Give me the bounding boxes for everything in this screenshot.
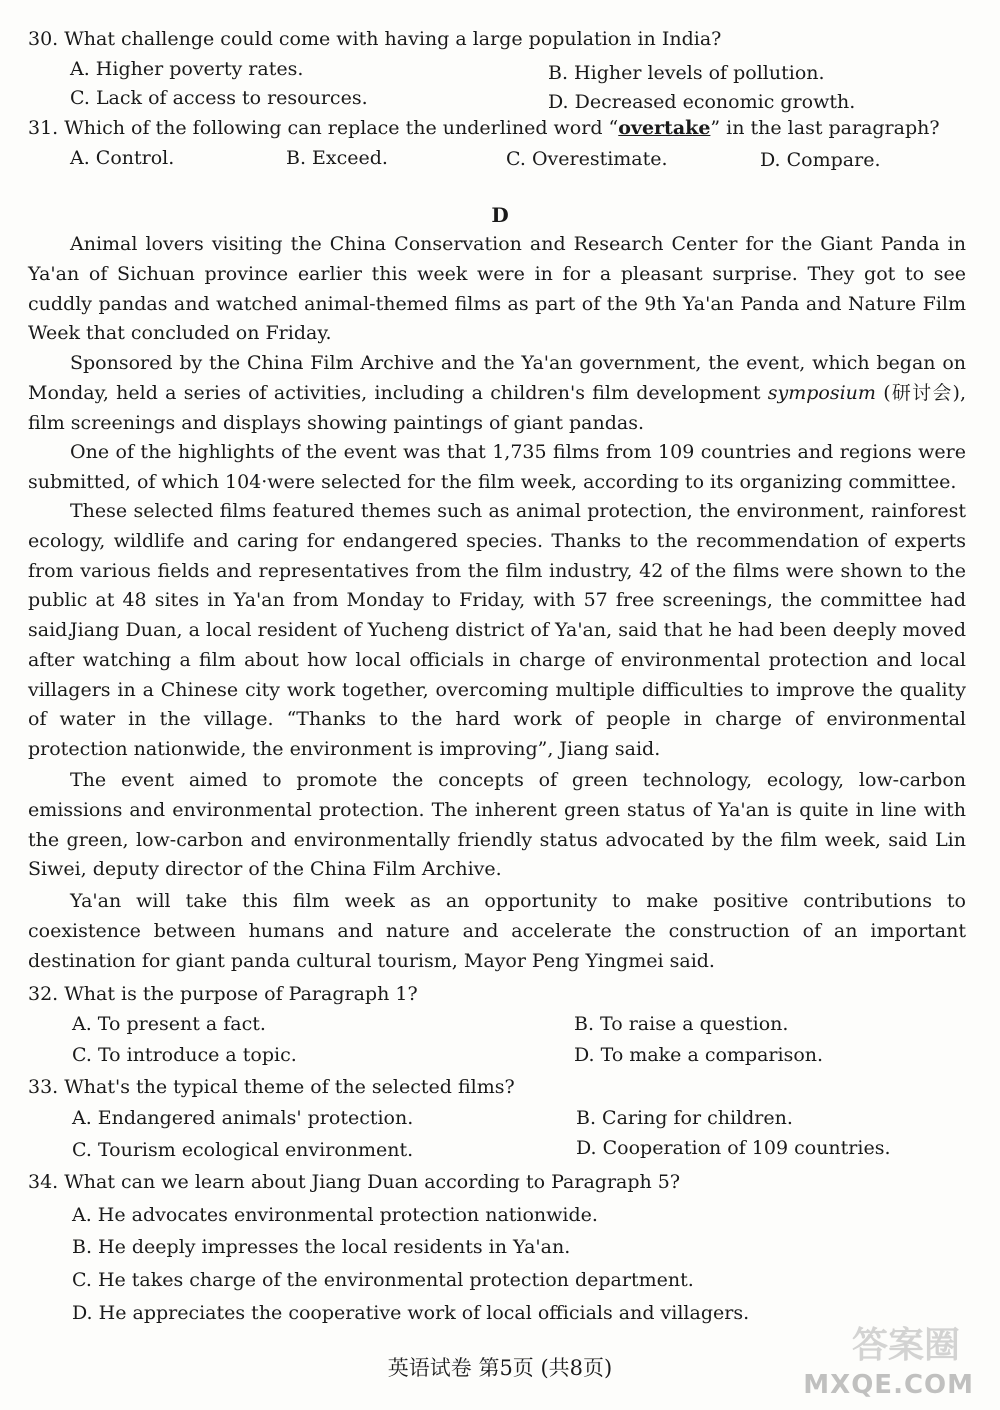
question-31-stem <box>28 117 970 139</box>
q30-option-b: B. Higher levels of pollution. <box>548 62 825 84</box>
q30-option-a: A. Higher poverty rates. <box>70 58 304 80</box>
watermark-logo: 答案圈 <box>851 1325 960 1366</box>
q31-option-a: A. Control. <box>70 147 175 169</box>
q32-option-d: D. To make a comparison. <box>574 1044 824 1066</box>
q31-stem-after: ” in the last paragraph? <box>710 117 940 139</box>
q31-stem-before: 31. Which of the following can replace the underlined word “ <box>28 117 619 139</box>
question-33-stem: 33. What's the typical theme of the selected films? <box>28 1076 515 1098</box>
q33-option-c: C. Tourism ecological environment. <box>72 1139 414 1161</box>
q32-option-a: A. To present a fact. <box>72 1013 266 1035</box>
page-footer: 英语试卷 第5页 (共8页) <box>387 1356 613 1380</box>
q34-option-d: D. He appreciates the cooperative work of local officials and villagers. <box>72 1302 750 1324</box>
q31-option-d: D. Compare. <box>760 149 881 171</box>
question-34-stem: 34. What can we learn about Jiang Duan according to Paragraph 5? <box>28 1171 681 1193</box>
p2-symposium: symposium <box>767 381 876 404</box>
passage-paragraph-4: These selected films featured themes such as animal protection, the environment, rainforest ecology, wildlife and caring for endangered species. Thanks to the recommendation of experts from various fields and representatives from the film industry, 42 of the films were shown to the public at 48 sites in Ya'an from Monday to Friday, with 57 free screenings, the committee had said. <box>28 500 966 642</box>
q30-option-d: D. Decreased economic growth. <box>548 91 856 113</box>
q34-option-b: B. He deeply impresses the local residents in Ya'an. <box>72 1236 571 1258</box>
q33-option-a: A. Endangered animals' protection. <box>72 1107 414 1129</box>
q33-option-d: D. Cooperation of 109 countries. <box>576 1137 891 1159</box>
q31-option-c: C. Overestimate. <box>506 148 668 170</box>
passage-paragraph-2 <box>28 349 966 438</box>
q34-option-c: C. He takes charge of the environmental protection department. <box>72 1269 694 1291</box>
q34-option-a: A. He advocates environmental protection nationwide. <box>72 1204 598 1226</box>
q31-option-b: B. Exceed. <box>286 147 388 169</box>
watermark-site: MXQE.COM <box>803 1370 974 1400</box>
passage-paragraph-3: One of the highlights of the event was that 1,735 films from 109 countries and regions were submitted, of which 104·were selected for the film week, according to its organizing committee. <box>28 441 966 493</box>
q32-option-b: B. To raise a question. <box>574 1013 789 1035</box>
passage-paragraph-5: Jiang Duan, a local resident of Yucheng district of Ya'an, said that he had been deeply moved after watching a film about how local officials in charge of environmental protection and local villagers in a Chinese city work together, overcoming multiple difficulties to improve the quality of water in the village. “Thanks to the hard work of people in charge of environmental protection nationwide, the environment is improving”, Jiang said. <box>28 619 966 761</box>
passage-paragraph-1: Animal lovers visiting the China Conservation and Research Center for the Giant Panda in Ya'an of Sichuan province earlier this week were in for a pleasant surprise. They got to see cuddly pandas and watched animal-themed films as part of the 9th Ya'an Panda and Nature Film Week that concluded on Friday. <box>28 233 966 345</box>
question-30-stem: 30. What challenge could come with having a large population in India? <box>28 28 722 50</box>
passage-paragraph-7: Ya'an will take this film week as an opportunity to make positive contributions to coexistence between humans and nature and accelerate the construction of an important destination for giant panda cultural tourism, Mayor Peng Yingmei said. <box>28 890 966 972</box>
p2-text-after: (研讨会), film screenings and displays showing paintings of giant pandas. <box>28 381 967 434</box>
p2-text-before: Sponsored by the China Film Archive and the Ya'an government, the event, which began on Monday, held a series of activities, including a children's film development <box>28 352 966 404</box>
question-32-stem: 32. What is the purpose of Paragraph 1? <box>28 983 418 1005</box>
passage-title: D <box>491 203 509 227</box>
q31-underlined-word: overtake <box>618 117 711 139</box>
q33-option-b: B. Caring for children. <box>576 1107 793 1129</box>
passage-paragraph-6: The event aimed to promote the concepts of green technology, ecology, low-carbon emissions and environmental protection. The inherent green status of Ya'an is quite in line with the green, low-carbon and environmentally friendly status advocated by the film week, said Lin Siwei, deputy director of the China Film Archive. <box>28 769 966 881</box>
q30-option-c: C. Lack of access to resources. <box>70 87 368 109</box>
q32-option-c: C. To introduce a topic. <box>72 1044 297 1066</box>
